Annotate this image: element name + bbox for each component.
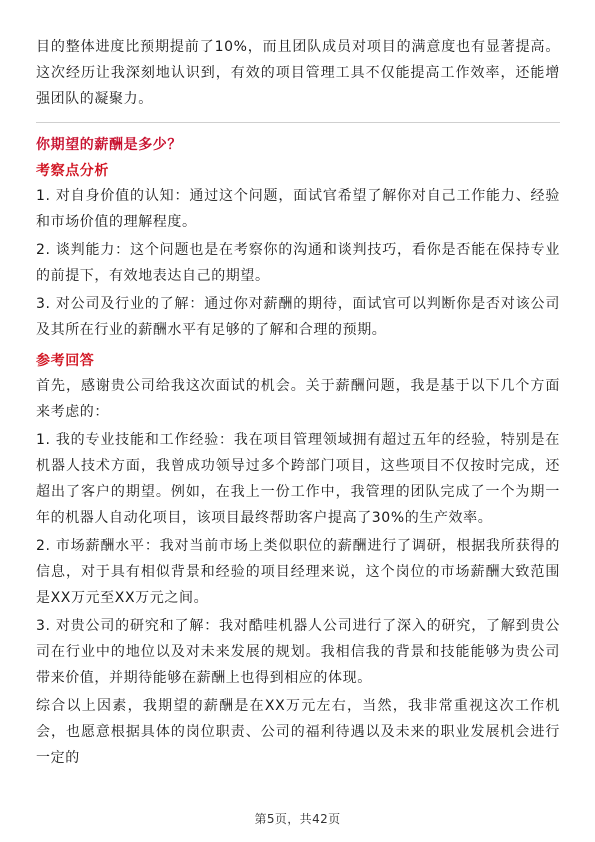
question-title: 你期望的薪酬是多少？ — [36, 137, 182, 153]
section-divider — [36, 122, 560, 123]
analysis-item-1: 1. 对自身价值的认知：通过这个问题，面试官希望了解你对自己工作能力、经验和市场价值的理解程度。 — [36, 188, 560, 230]
answer-paragraph-summary: 综合以上因素，我期望的薪酬是在XX万元左右，当然，我非常重视这次工作机会，也愿意根据具体的岗位职责、公司的福利待遇以及未来的职业发展机会进行一定的 — [36, 698, 560, 766]
answer-paragraph-intro: 首先，感谢贵公司给我这次面试的机会。关于薪酬问题，我是基于以下几个方面来考虑的： — [36, 378, 560, 420]
intro-paragraph: 目的整体进度比预期提前了10%，而且团队成员对项目的满意度也有显著提高。这次经历让我深刻地认识到，有效的项目管理工具不仅能提高工作效率，还能增强团队的凝聚力。 — [36, 39, 560, 107]
analysis-item-2: 2. 谈判能力：这个问题也是在考察你的沟通和谈判技巧，看你是否能在保持专业的前提下，有效地表达自己的期望。 — [36, 242, 560, 284]
answer-heading: 参考回答 — [36, 353, 95, 369]
answer-paragraph-company: 3. 对贵公司的研究和了解：我对酷哇机器人公司进行了深入的研究，了解到贵公司在行业中的地位以及对未来发展的规划。我相信我的背景和技能能够为贵公司带来价值，并期待能够在薪酬上也得到相应的体现。 — [36, 618, 560, 686]
page-number: 第5页，共42页 — [254, 812, 341, 826]
answer-paragraph-skills: 1. 我的专业技能和工作经验：我在项目管理领域拥有超过五年的经验，特别是在机器人技术方面，我曾成功领导过多个跨部门项目，这些项目不仅按时完成，还超出了客户的期望。例如，在我上一份工作中，我管理的团队完成了一个为期一年的机器人自动化项目，该项目最终帮助客户提高了30%的生产效率。 — [36, 432, 560, 526]
page-content — [36, 34, 560, 773]
analysis-heading: 考察点分析 — [36, 163, 109, 179]
answer-paragraph-market: 2. 市场薪酬水平：我对当前市场上类似职位的薪酬进行了调研，根据我所获得的信息，对于具有相似背景和经验的项目经理来说，这个岗位的市场薪酬大致范围是XX万元至XX万元之间。 — [36, 538, 560, 606]
analysis-item-3: 3. 对公司及行业的了解：通过你对薪酬的期待，面试官可以判断你是否对该公司及其所在行业的薪酬水平有足够的了解和合理的预期。 — [36, 296, 560, 338]
